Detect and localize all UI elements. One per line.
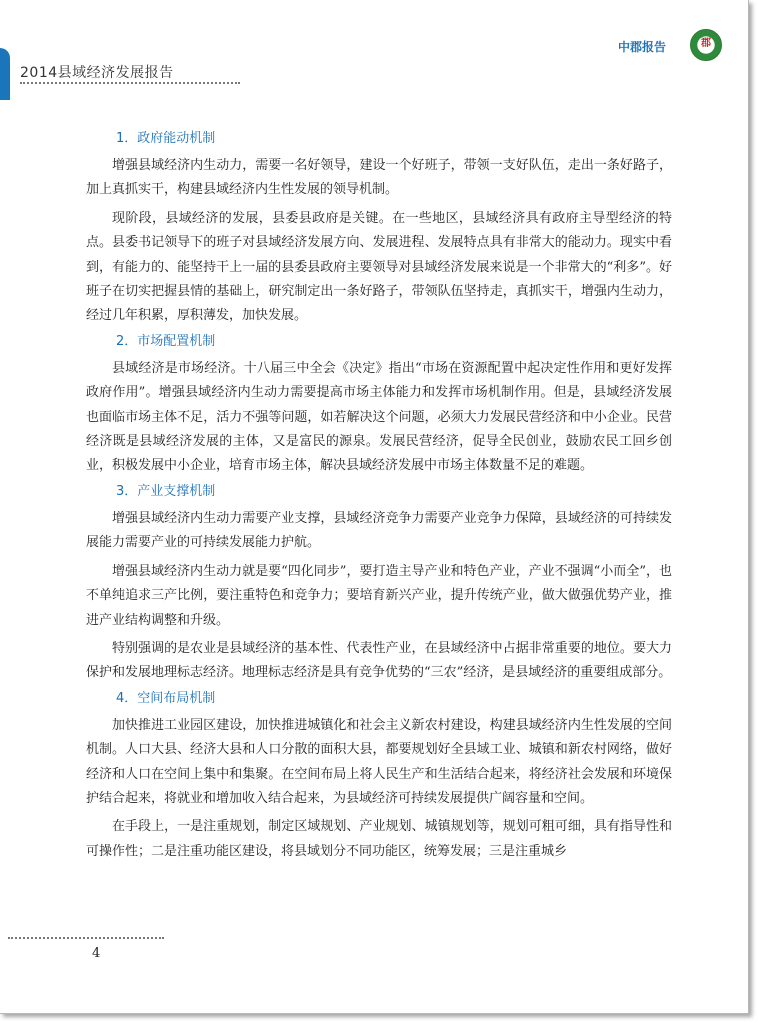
section-heading: 2．市场配置机制: [116, 333, 216, 349]
section-1: [86, 130, 672, 329]
header-dotted-rule: [20, 82, 240, 84]
running-header-title: 2014县域经济发展报告: [20, 65, 174, 81]
paragraph: 增强县域经济内生动力需要产业支撑，县域经济竞争力需要产业竞争力保障，县域经济的可持续发展能力需要产业的可持续发展能力护航。: [86, 510, 672, 551]
section-2: [86, 333, 672, 479]
section-3: [86, 483, 672, 686]
paragraph: 特别强调的是农业是县域经济的基本性、代表性产业，在县域经济中占据非常重要的地位。要大力保护和发展地理标志经济。地理标志经济是具有竞争优势的“三农”经济，是县域经济的重要组成部分。: [86, 640, 672, 681]
paragraph: 在手段上，一是注重规划，制定区域规划、产业规划、城镇规划等，规划可粗可细，具有指导性和可操作性；二是注重功能区建设，将县域划分不同功能区，统筹发展；三是注重城乡: [86, 819, 672, 859]
brand-name: 中郡报告: [618, 40, 667, 54]
paragraph: 增强县域经济内生动力，需要一名好领导，建设一个好班子，带领一支好队伍，走出一条好路子，加上真抓实干，构建县域经济内生性发展的领导机制。: [86, 158, 672, 198]
paragraph: 增强县域经济内生动力就是要“四化同步”，要打造主导产业和特色产业，产业不强调“小而全”，也不单纯追求三产比例，要注重特色和竞争力；要培育新兴产业，提升传统产业，做大做强优势产业，推进产业结构调整和升级。: [86, 563, 672, 628]
section-heading: 4．空间布局机制: [116, 690, 216, 706]
paragraph: 现阶段，县域经济的发展，县委县政府是关键。在一些地区，县域经济具有政府主导型经济的特点。县委书记领导下的班子对县域经济发展方向、发展进程、发展特点具有非常大的能动力。现实中看到，有能力的、能坚持干上一届的县委县政府主要领导对县域经济发展来说是一个非常大的“利多”。好班子在切实把握县情的基础上，研究制定出一条好路子，带领队伍坚持走，真抓实干，增强内生动力，经过几年积累，厚积薄发，加快发展。: [86, 210, 672, 324]
body-content: [86, 130, 672, 868]
brand-logo-text: 郡: [701, 38, 711, 49]
section-heading: 1．政府能动机制: [116, 131, 216, 146]
section-4: [86, 690, 672, 864]
page-number: 4: [92, 946, 101, 961]
section-heading: 3．产业支撑机制: [116, 483, 216, 499]
footer-dotted-rule: [8, 937, 164, 939]
paragraph: 加快推进工业园区建设，加快推进城镇化和社会主义新农村建设，构建县域经济内生性发展的空间机制。人口大县、经济大县和人口分散的面积大县，都要规划好全县域工业、城镇和新农村网络，做好经济和人口在空间上集中和集聚。在空间布局上将人民生产和生活结合起来，将经济社会发展和环境保护结合起来，将就业和增加收入结合起来，为县域经济可持续发展提供广阔容量和空间。: [86, 717, 672, 806]
side-tab-marker: [0, 48, 10, 100]
brand-logo-icon: [690, 29, 722, 61]
paragraph: 县域经济是市场经济。十八届三中全会《决定》指出“市场在资源配置中起决定性作用和更好发挥政府作用”。增强县域经济内生动力需要提高市场主体能力和发挥市场机制作用。但是，县域经济发展也面临市场主体不足，活力不强等问题，如若解决这个问题，必须大力发展民营经济和中小企业。民营经济既是县域经济发展的主体，又是富民的源泉。发展民营经济，促导全民创业，鼓励农民工回乡创业，积极发展中小企业，培育市场主体，解决县域经济发展中市场主体数量不足的难题。: [86, 360, 672, 474]
